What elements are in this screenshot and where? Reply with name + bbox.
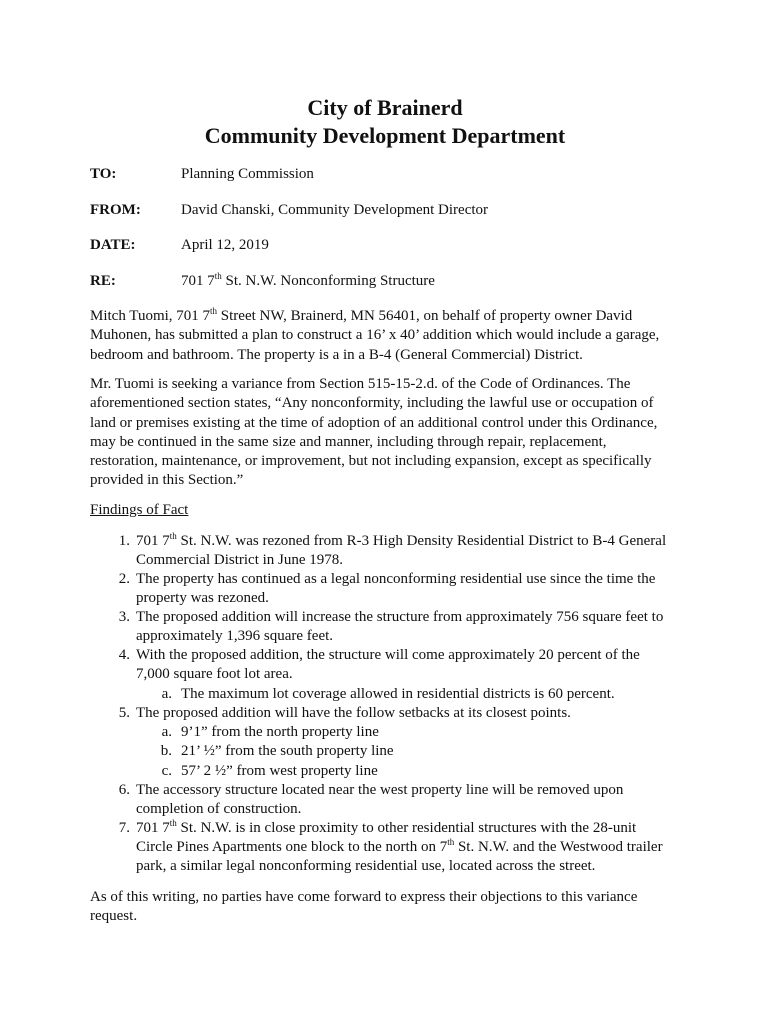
para2-line: provided in this Section.” [90,472,244,489]
finding-7-line2 [136,838,663,857]
closing-line2: request. [90,908,138,925]
finding-4-line2: 7,000 square foot lot area. [136,666,293,682]
subfinding-letter: a. [161,686,172,702]
f7-l2-sup: th [447,837,455,847]
findings-heading: Findings of Fact [90,502,189,518]
re-value-sup: th [214,271,222,281]
para1-l1-sup: th [210,306,218,316]
finding-5a-text: 9’1” from the north property line [181,724,379,740]
subfinding-letter: b. [160,743,172,759]
f7-l2-post: St. N.W. and the Westwood trailer [454,839,663,855]
finding-number: 4. [118,647,130,663]
f7-l1-pre: 701 7 [136,820,170,836]
closing-paragraph [90,888,690,927]
re-label: RE: [90,273,116,289]
para2-line: may be continued in the same size and manner, including through repair, replacement, [90,433,607,450]
finding-6-line1: The accessory structure located near the west property line will be removed upon [136,782,624,798]
department-title: Community Development Department [204,123,566,148]
finding-1-line2: Commercial District in June 1978. [136,552,344,568]
subfinding-letter: c. [161,763,172,779]
finding-2-line1: The property has continued as a legal nonconforming residential use since the time the [136,571,656,587]
finding-2-line2: property was rezoned. [136,590,269,606]
finding-5c-text: 57’ 2 ½” from west property line [181,763,378,779]
finding-7-line1 [136,819,636,838]
para2-line: land or premises existing at the time of adoption of an additional control under this Ordinance, [90,414,658,431]
finding-3-line1: The proposed addition will increase the structure from approximately 756 square feet to [136,609,664,625]
finding-6-line2: completion of construction. [136,801,302,817]
f1-post: St. N.W. was rezoned from R-3 High Density Residential District to B-4 General [176,533,667,549]
para2-line: restoration, maintenance, or improvement, but not including expansion, except as specifically [90,453,652,470]
finding-number: 5. [118,705,130,721]
from-label: FROM: [90,202,141,218]
para2-line: aforementioned section states, “Any nonconformity, including the lawful use or occupation of [90,395,654,412]
finding-1-line1 [136,532,666,551]
f7-l1-post: St. N.W. is in close proximity to other residential structures with the 28-unit [176,820,637,836]
from-value: David Chanski, Community Development Director [181,202,489,218]
finding-3-line2: approximately 1,396 square feet. [136,628,334,644]
re-value [181,272,435,290]
date-label: DATE: [90,237,136,253]
variance-paragraph [90,375,690,491]
intro-paragraph [90,307,690,365]
finding-5b-text: 21’ ½” from the south property line [181,743,394,759]
re-value-post: St. N.W. Nonconforming Structure [221,273,435,289]
para1-line2: Muhonen, has submitted a plan to construct a 16’ x 40’ addition which would include a garage, [90,327,660,344]
finding-4a-text: The maximum lot coverage allowed in residential districts is 60 percent. [181,686,615,702]
re-value-pre: 701 7 [181,273,215,289]
f7-l2-pre: Circle Pines Apartments one block to the north on 7 [136,839,448,855]
subfinding-letter: a. [161,724,172,740]
finding-number: 3. [118,609,130,625]
city-title: City of Brainerd [307,95,463,120]
closing-line1: As of this writing, no parties have come forward to express their objections to this variance [90,889,638,905]
finding-number: 1. [118,533,130,549]
f1-sup: th [169,531,177,541]
para1-line1 [90,307,690,326]
finding-4-line1: With the proposed addition, the structure will come approximately 20 percent of the [136,647,640,663]
finding-number: 2. [118,571,130,587]
date-value: April 12, 2019 [181,237,269,253]
para2-line: Mr. Tuomi is seeking a variance from Section 515-15-2.d. of the Code of Ordinances. The [90,376,631,392]
f7-l1-sup: th [169,818,177,828]
para1-l1-post: Street NW, Brainerd, MN 56401, on behalf of property owner David [217,308,633,324]
to-value: Planning Commission [181,166,314,182]
f1-pre: 701 7 [136,533,170,549]
finding-number: 7. [118,820,130,836]
para1-line3: bedroom and bathroom. The property is a in a B-4 (General Commercial) District. [90,346,583,363]
finding-5-line1: The proposed addition will have the follow setbacks at its closest points. [136,705,571,721]
para1-l1-pre: Mitch Tuomi, 701 7 [90,308,211,324]
to-label: TO: [90,166,117,182]
finding-7-line3: park, a similar legal nonconforming residential use, located across the street. [136,858,596,874]
finding-number: 6. [118,782,130,798]
